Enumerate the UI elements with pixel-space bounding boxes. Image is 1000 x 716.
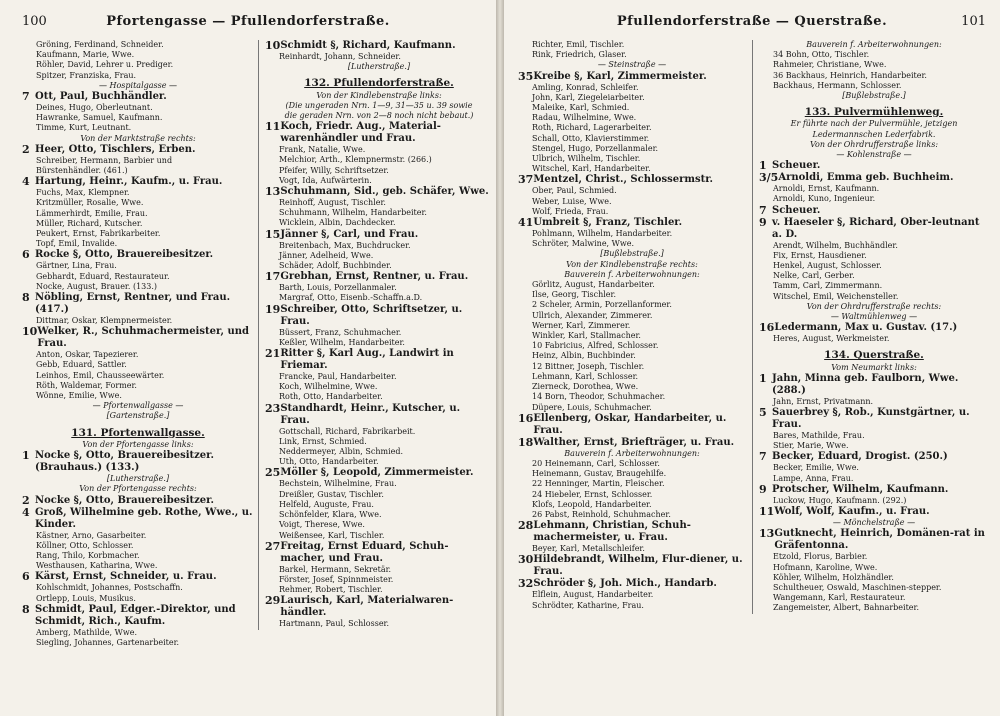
resident-line: Rahmeier, Christiane, Wwe. xyxy=(773,60,887,70)
house-number: 19 xyxy=(265,302,281,316)
resident-line: Timme, Kurt, Leutnant. xyxy=(36,123,132,133)
house-number: 4 xyxy=(22,175,30,189)
resident-line: Wolf, Frieda, Frau. xyxy=(532,206,609,216)
owner-name: Jänner §, Carl, und Frau. xyxy=(280,228,419,240)
resident-line: Siegling, Johannes, Gartenarbeiter. xyxy=(36,637,180,647)
street-heading: 131. Pfortenwallgasse. xyxy=(71,426,205,439)
right-column-2 xyxy=(752,40,989,614)
resident-line: Radau, Wilhelmine, Wwe. xyxy=(532,113,637,123)
owner-name: Koch, Friedr. Aug., Material-warenhändler und Frau. xyxy=(280,121,441,145)
direction-note: Von der Pfortengasse links: xyxy=(82,439,194,449)
resident-line: Witschel, Karl, Handarbeiter. xyxy=(532,164,651,174)
resident-line: Henkel, August, Schlosser. xyxy=(773,261,882,271)
resident-line: Ulbrich, Wilhelm, Tischler. xyxy=(532,154,641,164)
resident-line: Förster, Josef, Spinnmeister. xyxy=(279,574,394,584)
house-number: 15 xyxy=(265,227,281,241)
resident-line: Weißensee, Karl, Tischler. xyxy=(279,530,385,540)
address-entry xyxy=(22,326,254,350)
direction-note: Er führte nach der Pulvermühle, jetzigen xyxy=(790,119,958,129)
resident-line: Witschel, Emil, Weichensteller. xyxy=(773,291,899,301)
resident-line: John, Karl, Ziegeleiarbeiter. xyxy=(532,92,645,102)
address-entry xyxy=(22,507,254,531)
resident-line: Topf, Emil, Invalide. xyxy=(36,239,118,249)
house-number: 4 xyxy=(22,505,30,519)
resident-line: Voigt, Therese, Wwe. xyxy=(279,520,365,530)
owner-name: Heer, Otto, Tischlers, Erben. xyxy=(35,143,196,155)
resident-line: Rang, Thilo, Korbmacher. xyxy=(36,550,140,560)
house-number: 9 xyxy=(759,215,767,229)
resident-line: Lämmerhirdt, Emilie, Frau. xyxy=(36,208,148,218)
resident-line: 2 Scheler, Armin, Porzellanformer. xyxy=(532,300,672,310)
resident-line: 36 Backhaus, Heinrich, Handarbeiter. xyxy=(773,70,927,80)
owner-name: Kreibe §, Karl, Zimmermeister. xyxy=(533,70,707,82)
owner-name: Schreiber, Otto, Schriftsetzer, u. Frau. xyxy=(280,303,463,327)
resident-line: Röhler, David, Lehrer u. Prediger. xyxy=(36,60,174,70)
resident-line: 26 Pabst, Reinhold, Schuhmacher. xyxy=(532,509,671,519)
resident-line: Wangemann, Karl, Restaurateur. xyxy=(773,593,906,603)
owner-name: Groß, Wilhelmine geb. Rothe, Wwe., u. Kinder. xyxy=(35,506,253,530)
address-entry xyxy=(265,121,493,145)
resident-line: Barkel, Hermann, Sekretär. xyxy=(279,564,392,574)
resident-line: Heres, August, Werkmeister. xyxy=(773,334,890,344)
resident-line: Keßler, Wilhelm, Handarbeiter. xyxy=(279,337,405,347)
resident-line: Schultheuer, Oswald, Maschinen-stepper. xyxy=(773,582,942,592)
resident-line: Tamm, Carl, Zimmermann. xyxy=(773,281,883,291)
house-number: 7 xyxy=(759,203,767,217)
house-number: 16 xyxy=(759,321,775,335)
house-number: 25 xyxy=(265,466,281,480)
address-entry xyxy=(22,91,254,103)
owner-name: Nocke §, Otto, Brauereibesitzer. (Brauhaus.) (133.) xyxy=(35,450,214,474)
house-number: 1 xyxy=(759,371,767,385)
address-entry xyxy=(22,604,254,628)
address-entry xyxy=(22,249,254,261)
house-number: 3/5 xyxy=(759,171,779,185)
resident-line: Jahn, Ernst, Privatmann. xyxy=(773,396,874,406)
owner-name: Mentzel, Christ., Schlossermstr. xyxy=(533,174,714,186)
owner-name: Schmidt §, Richard, Kaufmann. xyxy=(280,40,456,51)
resident-line: 24 Hiebeler, Ernst, Schlosser. xyxy=(532,489,653,499)
owner-name: Becker, Eduard, Drogist. (250.) xyxy=(772,451,948,463)
resident-line: Breitenbach, Max, Buchdrucker. xyxy=(279,240,411,250)
resident-line: Weber, Luise, Wwe. xyxy=(532,196,612,206)
resident-line: Heinz, Albin, Buchbinder. xyxy=(532,351,636,361)
direction-note: — Steinstraße — xyxy=(597,60,667,70)
resident-line: Gebb, Eduard, Sattler. xyxy=(36,360,127,370)
right-page-number: 101 xyxy=(961,14,986,29)
house-number: 28 xyxy=(518,519,534,533)
resident-line: 22 Henninger, Martin, Fleischer. xyxy=(532,479,665,489)
address-entry xyxy=(22,571,254,583)
house-number: 9 xyxy=(759,482,767,496)
direction-note: Bauverein f. Arbeiterwohnungen: xyxy=(564,448,700,458)
resident-line: 12 Bittner, Joseph, Tischler. xyxy=(532,361,645,371)
resident-line: Schall, Otto, Klavierstimmer. xyxy=(532,133,650,143)
resident-line: Kohlschmidt, Johannes, Postschaffn. xyxy=(36,583,183,593)
resident-line: Düpere, Louis, Schuhmacher. xyxy=(532,402,652,412)
owner-name: Umbreit §, Franz, Tischler. xyxy=(533,217,683,229)
address-entry xyxy=(759,528,989,552)
direction-note: — Hospitalgasse — xyxy=(98,80,178,90)
house-number: 10 xyxy=(22,325,38,339)
owner-name: Scheuer. xyxy=(772,204,821,216)
right-page xyxy=(504,0,1000,716)
resident-line: Reinhoff, August, Tischler. xyxy=(279,198,386,208)
direction-note: Vom Neumarkt links: xyxy=(831,362,917,372)
owner-name: Laurisch, Karl, Materialwaren-händler. xyxy=(280,595,454,619)
direction-note: — Mönchelstraße — xyxy=(832,518,916,528)
owner-name: Standhardt, Heinr., Kutscher, u. Frau. xyxy=(280,402,461,426)
address-entry xyxy=(265,541,493,565)
resident-line: Fix, Ernst, Hausdiener. xyxy=(773,250,867,260)
owner-name: v. Haeseler §, Richard, Ober-leutnant a. D. xyxy=(772,216,980,240)
resident-line: Ortlepp, Louis, Musikus. xyxy=(36,593,136,603)
resident-line: 20 Heinemann, Carl, Schlosser. xyxy=(532,458,660,468)
owner-name: Ellenberg, Oskar, Handarbeiter, u. Frau. xyxy=(533,412,727,436)
owner-name: Hartung, Heinr., Kaufm., u. Frau. xyxy=(35,176,223,188)
resident-line: Gottschall, Richard, Fabrikarbeit. xyxy=(279,426,416,436)
address-entry xyxy=(518,520,746,544)
owner-name: Sauerbrey §, Rob., Kunstgärtner, u. Frau. xyxy=(772,407,970,431)
resident-line: Schäder, Adolf, Buchbinder. xyxy=(279,261,392,271)
owner-name: Ritter §, Karl Aug., Landwirt in Friemar. xyxy=(280,348,454,372)
resident-line: Müller, Richard, Kutscher. xyxy=(36,218,143,228)
resident-line: Barth, Louis, Porzellanmaler. xyxy=(279,283,397,293)
house-number: 32 xyxy=(518,577,534,591)
house-number: 13 xyxy=(265,185,281,199)
direction-note: [Bußlebstraße.] xyxy=(600,249,664,259)
owner-name: Protscher, Wilhelm, Kaufmann. xyxy=(772,483,949,495)
resident-line: Hofmann, Karoline, Wwe. xyxy=(773,562,878,572)
direction-note: Bauverein f. Arbeiterwohnungen: xyxy=(564,269,700,279)
house-number: 7 xyxy=(22,90,30,104)
house-number: 8 xyxy=(22,291,30,305)
resident-line: Röth, Waldemar, Former. xyxy=(36,380,137,390)
resident-line: Görlitz, August, Handarbeiter. xyxy=(532,280,655,290)
resident-line: Gärtner, Lina, Frau. xyxy=(36,261,117,271)
resident-line: Stier, Marie, Wwe. xyxy=(773,441,849,451)
address-entry xyxy=(22,450,254,474)
resident-line: Anton, Oskar, Tapezierer. xyxy=(36,350,139,360)
direction-note: Bauverein f. Arbeiterwohnungen: xyxy=(806,40,942,49)
resident-line: Bechstein, Wilhelmine, Frau. xyxy=(279,479,397,489)
resident-line: Arendt, Wilhelm, Buchhändler. xyxy=(773,240,898,250)
resident-line: Nocke, August, Brauer. (133.) xyxy=(36,281,158,291)
resident-line: Bürstenhändler. (461.) xyxy=(36,166,128,176)
address-entry xyxy=(759,484,989,496)
owner-name: Ledermann, Max u. Gustav. (17.) xyxy=(774,322,958,334)
owner-name: Schmidt, Paul, Edger.-Direktor, und Schmidt, Rich., Kaufm. xyxy=(35,603,236,627)
resident-line: Klofs, Leopold, Handarbeiter. xyxy=(532,499,652,509)
resident-line: Amberg, Mathilde, Wwe. xyxy=(36,627,137,637)
right-page-title: Pfullendorferstraße — Querstraße. xyxy=(616,14,888,29)
resident-line: Koch, Wilhelmine, Wwe. xyxy=(279,382,378,392)
resident-line: Zierneck, Dorothea, Wwe. xyxy=(532,382,639,392)
resident-line: Nelke, Carl, Gerber. xyxy=(773,271,855,281)
resident-line: 34 Bohn, Otto, Tischler. xyxy=(773,50,870,60)
resident-line: Deines, Hugo, Oberleutnant. xyxy=(36,103,153,113)
house-number: 16 xyxy=(518,411,534,425)
house-number: 18 xyxy=(518,435,534,449)
resident-line: Pfeifer, Willy, Schriftsetzer. xyxy=(279,165,389,175)
resident-line: Ober, Paul, Schmied. xyxy=(532,186,617,196)
direction-note: Von der Ohrdrufferstraße rechts: xyxy=(806,301,942,311)
address-entry xyxy=(518,413,746,437)
resident-line: Neddermeyer, Albin, Schmied. xyxy=(279,447,404,457)
owner-name: Welker, R., Schuhmachermeister, und Frau. xyxy=(37,326,250,350)
owner-name: Hildebrandt, Wilhelm, Flur-diener, u. Frau. xyxy=(533,554,743,578)
resident-line: 14 Born, Theodor, Schuhmacher. xyxy=(532,392,666,402)
house-number: 6 xyxy=(22,248,30,262)
resident-line: Schönfelder, Klara, Wwe. xyxy=(279,510,382,520)
address-entry xyxy=(265,186,493,198)
resident-line: Dittmar, Oskar, Klempnermeister. xyxy=(36,316,173,326)
resident-line: Gebhardt, Eduard, Restaurateur. xyxy=(36,271,170,281)
left-column-1 xyxy=(22,40,254,648)
resident-line: Rink, Friedrich, Glaser. xyxy=(532,50,627,60)
address-entry xyxy=(265,595,493,619)
owner-name: Lehmann, Christian, Schuh-machermeister, u. Frau. xyxy=(533,520,691,544)
address-entry xyxy=(265,467,493,479)
resident-line: Rehmer, Robert, Tischler. xyxy=(279,585,383,595)
resident-line: 10 Fabricius, Alfred, Schlosser. xyxy=(532,341,659,351)
address-entry xyxy=(759,217,989,241)
left-page-title: Pfortengasse — Pfullendorferstraße. xyxy=(106,14,390,29)
resident-line: Melchior, Arth., Klempnermstr. (266.) xyxy=(279,155,432,165)
owner-name: Jahn, Minna geb. Faulborn, Wwe. (288.) xyxy=(772,372,959,396)
left-page xyxy=(0,0,496,716)
resident-line: Link, Ernst, Schmied. xyxy=(279,436,367,446)
direction-note: Von der Kindlebenstraße rechts: xyxy=(566,259,698,269)
street-heading: 133. Pulvermühlenweg. xyxy=(804,106,944,119)
resident-line: Arnoldi, Kuno, Ingenieur. xyxy=(773,194,876,204)
address-entry xyxy=(759,506,989,518)
resident-line: Jänner, Adelheid, Wwe. xyxy=(279,250,374,260)
left-column-2 xyxy=(258,40,493,630)
direction-note: Von der Pfortengasse rechts: xyxy=(79,484,197,494)
house-number: 21 xyxy=(265,347,281,361)
address-entry xyxy=(518,578,746,590)
direction-note: Von der Ohrdrufferstraße links: xyxy=(809,139,939,149)
resident-line: Bares, Mathilde, Frau. xyxy=(773,431,865,441)
house-number: 7 xyxy=(759,450,767,464)
owner-name: Scheuer. xyxy=(772,160,821,172)
direction-note: [Bußlebstraße.] xyxy=(842,91,906,101)
resident-line: Heinemann, Gustav, Braugehilfe. xyxy=(532,469,667,479)
resident-line: Elflein, August, Handarbeiter. xyxy=(532,590,654,600)
resident-line: Lampe, Anna, Frau. xyxy=(773,473,854,483)
house-number: 37 xyxy=(518,173,534,187)
owner-name: Freitag, Ernst Eduard, Schuh-macher, und Frau. xyxy=(280,540,449,564)
resident-line: Lehmann, Karl, Schlosser. xyxy=(532,371,639,381)
direction-note: [Lutherstraße.] xyxy=(347,62,411,72)
right-page-header xyxy=(504,14,1000,34)
resident-line: Kästner, Arno, Gasarbeiter. xyxy=(36,530,147,540)
address-entry xyxy=(22,292,254,316)
address-entry xyxy=(265,304,493,328)
owner-name: Ott, Paul, Buchhändler. xyxy=(35,91,167,103)
owner-name: Nöbling, Ernst, Rentner, und Frau. (417.) xyxy=(35,292,231,316)
house-number: 29 xyxy=(265,594,281,608)
address-entry xyxy=(518,71,746,83)
resident-line: Francke, Paul, Handarbeiter. xyxy=(279,372,397,382)
resident-line: Gröning, Ferdinand, Schneider. xyxy=(36,40,164,49)
address-entry xyxy=(759,322,989,334)
resident-line: Schrödter, Katharine, Frau. xyxy=(532,600,644,610)
resident-line: Stengel, Hugo, Porzellanmaler. xyxy=(532,143,659,153)
resident-line: Helfeld, Auguste, Frau. xyxy=(279,499,374,509)
resident-line: Kaufmann, Marie, Wwe. xyxy=(36,50,135,60)
address-entry xyxy=(265,271,493,283)
resident-line: Schuhmann, Wilhelm, Handarbeiter. xyxy=(279,208,427,218)
resident-line: Westhausen, Katharina, Wwe. xyxy=(36,561,158,571)
resident-line: Dreißler, Gustav, Tischler. xyxy=(279,489,384,499)
address-entry xyxy=(759,205,989,217)
house-number: 10 xyxy=(265,39,281,52)
resident-line: Köhler, Wilhelm, Holzhändler. xyxy=(773,572,894,582)
house-number: 1 xyxy=(759,159,767,173)
address-entry xyxy=(265,348,493,372)
address-entry xyxy=(518,174,746,186)
house-number: 5 xyxy=(759,406,767,420)
resident-line: Arnoldi, Ernst, Kaufmann. xyxy=(773,184,880,194)
page-gutter xyxy=(496,0,504,716)
resident-line: Roth, Richard, Lagerarbeiter. xyxy=(532,123,652,133)
house-number: 1 xyxy=(22,449,30,463)
owner-name: Arnoldi, Emma geb. Buchheim. xyxy=(778,172,954,184)
house-number: 11 xyxy=(759,505,775,519)
house-number: 30 xyxy=(518,553,534,567)
resident-line: Winkler, Karl, Stallmacher. xyxy=(532,331,641,341)
resident-line: Fuchs, Max, Klempner. xyxy=(36,188,130,198)
house-number: 23 xyxy=(265,401,281,415)
owner-name: Rocke §, Otto, Brauereibesitzer. xyxy=(35,249,214,261)
direction-note: [Gartenstraße.] xyxy=(106,411,170,421)
resident-line: Schröter, Malwine, Wwe. xyxy=(532,239,634,249)
right-column-1 xyxy=(518,40,746,611)
resident-line: Wicklein, Albin, Dachdecker. xyxy=(279,218,396,228)
resident-line: Peukert, Ernst, Fabrikarbeiter. xyxy=(36,229,161,239)
owner-name: Schröder §, Joh. Mich., Handarb. xyxy=(533,578,717,590)
resident-line: Kritzmüller, Rosalie, Wwe. xyxy=(36,198,144,208)
resident-line: Backhaus, Hermann, Schlosser. xyxy=(773,80,902,90)
owner-name: Grebhan, Ernst, Rentner, u. Frau. xyxy=(280,271,469,283)
address-entry xyxy=(518,554,746,578)
resident-line: Pohlmann, Wilhelm, Handarbeiter. xyxy=(532,229,673,239)
street-heading: 134. Querstraße. xyxy=(824,349,924,362)
direction-note: — Kohlenstraße — xyxy=(836,150,912,160)
address-entry xyxy=(518,217,746,229)
left-page-number: 100 xyxy=(22,14,47,29)
direction-note: (Die ungeraden Nrn. 1—9, 31—35 u. 39 sowie xyxy=(285,100,473,110)
address-entry xyxy=(759,407,989,431)
house-number: 27 xyxy=(265,539,281,553)
house-number: 13 xyxy=(759,527,775,541)
house-number: 2 xyxy=(22,493,30,507)
resident-line: Luckow, Hugo, Kaufmann. (292.) xyxy=(773,495,907,505)
owner-name: Wolf, Wolf, Kaufm., u. Frau. xyxy=(774,506,930,518)
owner-name: Möller §, Leopold, Zimmermeister. xyxy=(280,467,474,479)
address-entry xyxy=(265,40,493,52)
direction-note: — Waltmühlenweg — xyxy=(830,312,918,322)
house-number: 17 xyxy=(265,270,281,284)
house-number: 8 xyxy=(22,602,30,616)
direction-note: die geraden Nrn. von 2—8 noch nicht bebaut.) xyxy=(284,111,474,121)
resident-line: Becker, Emilie, Wwe. xyxy=(773,463,859,473)
address-entry xyxy=(759,373,989,397)
direction-note: [Lutherstraße.] xyxy=(106,474,170,484)
house-number: 41 xyxy=(518,216,534,230)
street-heading: 132. Pfullendorferstraße. xyxy=(304,77,454,90)
resident-line: Roth, Otto, Handarbeiter. xyxy=(279,392,383,402)
resident-line: Ilse, Georg, Tischler. xyxy=(532,290,617,300)
address-entry xyxy=(22,144,254,156)
resident-line: Wönne, Emilie, Wwe. xyxy=(36,391,122,401)
resident-line: Ullrich, Alexander, Zimmerer. xyxy=(532,310,653,320)
resident-line: Etzold, Florus, Barbier. xyxy=(773,552,868,562)
house-number: 6 xyxy=(22,570,30,584)
direction-note: Von der Marktstraße rechts: xyxy=(80,133,196,143)
address-entry xyxy=(265,229,493,241)
left-page-header xyxy=(0,14,496,34)
owner-name: Nocke §, Otto, Brauereibesitzer. xyxy=(35,494,214,506)
address-entry xyxy=(759,451,989,463)
resident-line: Hawranke, Samuel, Kaufmann. xyxy=(36,113,163,123)
direction-note: Ledermannschen Lederfabrik. xyxy=(812,129,936,139)
resident-line: Köllner, Otto, Schlosser. xyxy=(36,540,134,550)
resident-line: Schreiber, Hermann, Barbier und xyxy=(36,155,173,165)
address-entry xyxy=(265,403,493,427)
resident-line: Vogt, Ida, Aufwärterin. xyxy=(279,175,372,185)
resident-line: Zangemeister, Albert, Bahnarbeiter. xyxy=(773,603,920,613)
resident-line: Spitzer, Franziska, Frau. xyxy=(36,70,137,80)
resident-line: Margraf, Otto, Eisenb.-Schaffn.a.D. xyxy=(279,293,423,303)
direction-note: — Pfortenwallgasse — xyxy=(92,401,184,411)
resident-line: Beyer, Karl, Metallschleifer. xyxy=(532,544,645,554)
address-entry xyxy=(759,160,989,172)
owner-name: Schuhmann, Sid., geb. Schäfer, Wwe. xyxy=(280,186,489,198)
resident-line: Werner, Karl, Zimmerer. xyxy=(532,320,631,330)
resident-line: Richter, Emil, Tischler. xyxy=(532,40,625,49)
address-entry xyxy=(22,495,254,507)
resident-line: Hartmann, Paul, Schlosser. xyxy=(279,619,390,629)
house-number: 11 xyxy=(265,120,281,134)
house-number: 35 xyxy=(518,69,534,83)
resident-line: Büssert, Franz, Schuhmacher. xyxy=(279,327,402,337)
address-entry xyxy=(759,172,989,184)
resident-line: Reinhardt, Johann, Schneider. xyxy=(279,52,401,61)
resident-line: Leinhos, Emil, Chausseewärter. xyxy=(36,370,165,380)
house-number: 2 xyxy=(22,142,30,156)
resident-line: Frank, Natalie, Wwe. xyxy=(279,145,366,155)
resident-line: Uth, Otto, Handarbeiter. xyxy=(279,457,379,467)
address-entry xyxy=(518,437,746,449)
resident-line: Amling, Konrad, Schleifer. xyxy=(532,82,639,92)
direction-note: Von der Kindlebenstraße links: xyxy=(316,90,442,100)
resident-line: Maleike, Karl, Schmied. xyxy=(532,103,630,113)
address-entry xyxy=(22,176,254,188)
owner-name: Walther, Ernst, Briefträger, u. Frau. xyxy=(533,436,735,448)
owner-name: Kärst, Ernst, Schneider, u. Frau. xyxy=(35,571,217,583)
owner-name: Gutknecht, Heinrich, Domänen-rat in Gräfentonna. xyxy=(774,528,985,552)
